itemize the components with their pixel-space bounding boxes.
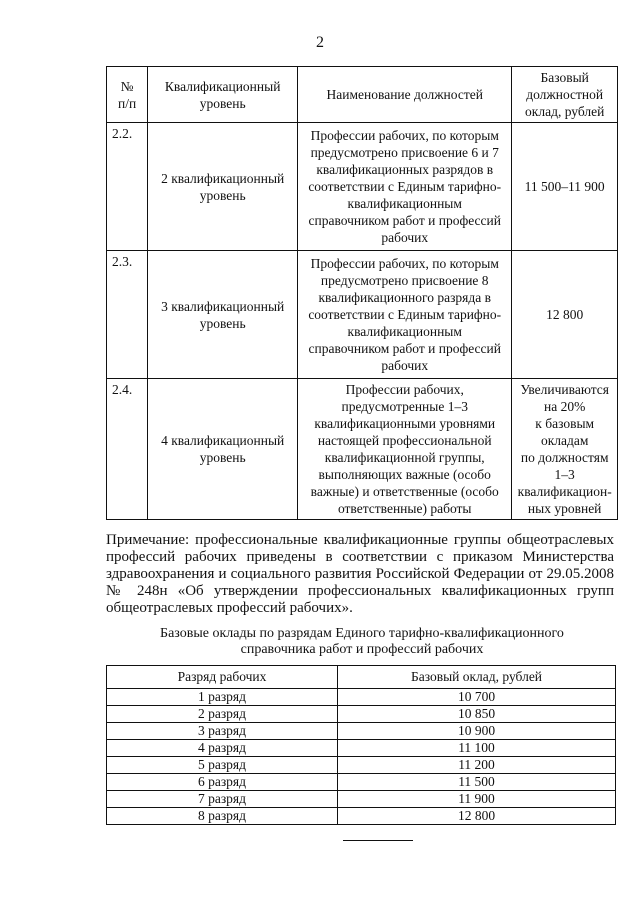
text-line: Профессии рабочих, [345, 382, 464, 397]
text-line: 4 квалификационный [161, 433, 285, 448]
grade-row [107, 723, 616, 740]
grade-table-title [106, 626, 618, 658]
text-line: квалификационным [347, 196, 462, 211]
text-line: квалификационного разряда в [318, 290, 491, 305]
grade-row [107, 689, 616, 706]
grade-salary: 11 900 [338, 791, 616, 808]
grade-row [107, 808, 616, 825]
text-line: Профессии рабочих, по которым [310, 128, 499, 143]
end-divider [343, 840, 413, 841]
text-line: справочником работ и профессий [308, 213, 501, 228]
text-line: квалификационной группы, [324, 450, 485, 465]
text-line: соответствии с Единым тарифно- [308, 179, 502, 194]
text-line: 3 квалификационный [161, 298, 285, 314]
row-num: 2.2. [107, 123, 148, 251]
row-salary [512, 123, 618, 251]
grade-row [107, 791, 616, 808]
text-line: Базовые оклады по разрядам Единого тарифно-квалификационного [160, 626, 564, 641]
text-line: Квалификационный [164, 78, 281, 94]
row-level [148, 379, 298, 520]
text-line: № [120, 78, 134, 94]
row-name [298, 251, 512, 379]
text-line: уровень [199, 450, 246, 465]
grade-rank: 5 разряд [107, 757, 338, 774]
row-name [298, 123, 512, 251]
text-line: 11 500–11 900 [524, 179, 605, 194]
grade-row [107, 706, 616, 723]
text-line: 1–3 [554, 467, 575, 482]
text-line: рабочих [381, 358, 429, 373]
text-line: Базовый [540, 70, 589, 85]
text-line: квалификационным [347, 324, 462, 339]
grade-rank: 8 разряд [107, 808, 338, 825]
row-salary [512, 379, 618, 520]
text-line: п/п [118, 95, 137, 111]
text-line: уровень [199, 95, 246, 111]
text-line: справочником работ и профессий [308, 341, 501, 356]
text-line: квалификационных разрядов в [316, 162, 494, 177]
grade-salary: 11 100 [338, 740, 616, 757]
grade-salary: 10 900 [338, 723, 616, 740]
grade-rank: 4 разряд [107, 740, 338, 757]
text-line: по должностям [520, 450, 609, 465]
grade-header-rank: Разряд рабочих [107, 666, 338, 689]
text-line: на 20% [544, 399, 586, 414]
text-line: ных уровней [527, 501, 602, 516]
text-line: рабочих [381, 230, 429, 245]
table-header-row [107, 67, 618, 123]
text-line: соответствии с Единым тарифно- [308, 307, 502, 322]
row-num: 2.3. [107, 251, 148, 379]
text-line: справочника работ и профессий рабочих [240, 642, 484, 657]
grade-header-salary: Базовый оклад, рублей [338, 666, 616, 689]
grade-salary: 11 500 [338, 774, 616, 791]
text-line: уровень [199, 187, 246, 203]
grade-rank: 3 разряд [107, 723, 338, 740]
grade-header-row [107, 666, 616, 689]
grade-salary: 10 850 [338, 706, 616, 723]
grade-row [107, 774, 616, 791]
row-salary [512, 251, 618, 379]
grade-salary-table [106, 665, 616, 825]
header-salary [512, 67, 618, 123]
header-name: Наименование должностей [298, 67, 512, 123]
text-line: квалификацион- [517, 484, 612, 499]
grade-rank: 2 разряд [107, 706, 338, 723]
row-num: 2.4. [107, 379, 148, 520]
qualification-table [106, 66, 618, 520]
table-row [107, 379, 618, 520]
text-line: выполняющих важные (особо [318, 467, 491, 482]
table-row [107, 251, 618, 379]
text-line: предусмотренные 1–3 [341, 399, 468, 414]
text-line: предусмотрено присвоение 6 и 7 [310, 145, 499, 160]
text-line: 12 800 [546, 307, 584, 322]
text-line: к базовым [535, 416, 595, 431]
grade-salary: 11 200 [338, 757, 616, 774]
grade-rank: 7 разряд [107, 791, 338, 808]
grade-rank: 1 разряд [107, 689, 338, 706]
header-num [107, 67, 148, 123]
row-level [148, 123, 298, 251]
grade-row [107, 757, 616, 774]
text-line: предусмотрено присвоение 8 [320, 273, 489, 288]
text-line: Увеличиваются [520, 382, 610, 397]
grade-row [107, 740, 616, 757]
text-line: настоящей профессиональной [317, 433, 492, 448]
text-line: 2 квалификационный [161, 170, 285, 186]
grade-salary: 12 800 [338, 808, 616, 825]
text-line: должностной [526, 87, 604, 102]
row-name [298, 379, 512, 520]
text-line: Профессии рабочих, по которым [310, 256, 499, 271]
text-line: важные) и ответственные (особо [310, 484, 499, 499]
text-line: оклад, рублей [525, 104, 605, 119]
header-level [148, 67, 298, 123]
page-number: 2 [316, 34, 324, 51]
row-level [148, 251, 298, 379]
note-paragraph: Примечание: профессиональные квалификационные группы общеотраслевых профессий рабочих приведены в соответствии с приказом Министерства здравоохранения и социального развития Российской Федерации от 29.05.2008 № 248н «Об утверждении профессиональных квалификационных групп общеотраслевых профессий рабочих». [106, 532, 614, 616]
table-row [107, 123, 618, 251]
text-line: ответственные) работы [337, 501, 472, 516]
text-line: окладам [540, 433, 589, 448]
text-line: квалификационными уровнями [314, 416, 496, 431]
text-line: уровень [199, 315, 246, 331]
grade-rank: 6 разряд [107, 774, 338, 791]
grade-salary: 10 700 [338, 689, 616, 706]
